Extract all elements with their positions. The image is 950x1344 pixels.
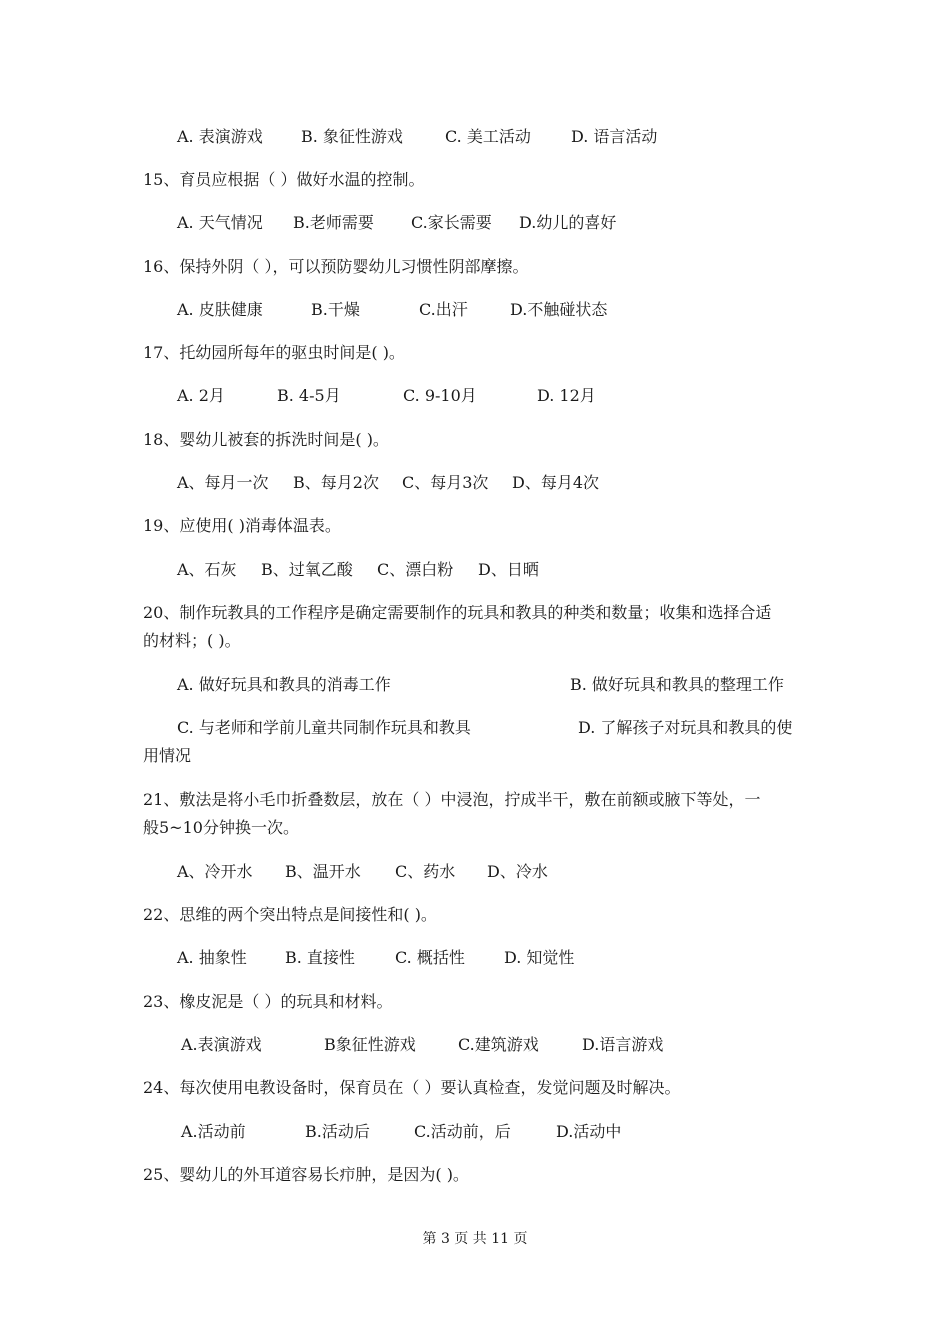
q16-option-b: B.干燥 — [311, 300, 360, 319]
q24-option-b: B.活动后 — [305, 1122, 370, 1141]
q17-option-a: A. 2月 — [177, 386, 225, 405]
q17-option-c: C. 9-10月 — [403, 386, 477, 405]
q22-stem: 22、思维的两个突出特点是间接性和( )。 — [143, 905, 437, 924]
q14-option-b: B. 象征性游戏 — [301, 127, 403, 146]
q22-option-c: C. 概括性 — [395, 948, 465, 967]
q23-option-d: D.语言游戏 — [582, 1035, 664, 1054]
q14-option-a: A. 表演游戏 — [177, 127, 263, 146]
q16-option-a: A. 皮肤健康 — [177, 300, 263, 319]
q20-option-d-continued: 用情况 — [143, 746, 192, 765]
q22-option-d: D. 知觉性 — [504, 948, 575, 967]
q22-option-b: B. 直接性 — [285, 948, 355, 967]
q20-option-d: D. 了解孩子对玩具和教具的使 — [578, 718, 793, 737]
q20-stem-line2: 的材料；( )。 — [143, 631, 241, 650]
q18-option-d: D、每月4次 — [512, 473, 600, 492]
q17-option-d: D. 12月 — [537, 386, 596, 405]
q21-option-d: D、冷水 — [487, 862, 548, 881]
q20-option-b: B. 做好玩具和教具的整理工作 — [570, 675, 784, 694]
q16-stem: 16、保持外阴（ ），可以预防婴幼儿习惯性阴部摩擦。 — [143, 257, 529, 276]
q21-option-b: B、温开水 — [285, 862, 361, 881]
q15-stem: 15、育员应根据（ ）做好水温的控制。 — [143, 170, 425, 189]
q17-option-b: B. 4-5月 — [277, 386, 341, 405]
q20-option-c: C. 与老师和学前儿童共同制作玩具和教具 — [177, 718, 471, 737]
q15-option-c: C.家长需要 — [411, 213, 492, 232]
q23-option-b: B象征性游戏 — [324, 1035, 416, 1054]
q14-option-d: D. 语言活动 — [571, 127, 658, 146]
q15-option-d: D.幼儿的喜好 — [519, 213, 617, 232]
q16-option-c: C.出汗 — [419, 300, 468, 319]
q15-option-b: B.老师需要 — [293, 213, 374, 232]
q20-stem-line1: 20、制作玩教具的工作程序是确定需要制作的玩具和教具的种类和数量；收集和选择合适 — [143, 603, 772, 622]
q21-stem-line1: 21、敷法是将小毛巾折叠数层，放在（ ）中浸泡，拧成半干，敷在前额或腋下等处，一 — [143, 790, 761, 809]
q19-stem: 19、应使用( )消毒体温表。 — [143, 516, 341, 535]
q24-option-a: A.活动前 — [181, 1122, 246, 1141]
q23-stem: 23、橡皮泥是（ ）的玩具和材料。 — [143, 992, 393, 1011]
q22-option-a: A. 抽象性 — [177, 948, 247, 967]
q24-option-c: C.活动前，后 — [414, 1122, 511, 1141]
q18-option-c: C、每月3次 — [402, 473, 489, 492]
q23-option-a: A.表演游戏 — [181, 1035, 262, 1054]
q21-option-c: C、药水 — [395, 862, 456, 881]
q19-option-c: C、漂白粉 — [377, 560, 454, 579]
q18-stem: 18、婴幼儿被套的拆洗时间是( )。 — [143, 430, 389, 449]
q14-option-c: C. 美工活动 — [445, 127, 531, 146]
page-footer: 第 3 页 共 11 页 — [422, 1231, 528, 1247]
q18-option-a: A、每月一次 — [177, 473, 269, 492]
q23-option-c: C.建筑游戏 — [458, 1035, 539, 1054]
q21-option-a: A、冷开水 — [177, 862, 253, 881]
q19-option-b: B、过氧乙酸 — [261, 560, 353, 579]
q17-stem: 17、托幼园所每年的驱虫时间是( )。 — [143, 343, 405, 362]
q18-option-b: B、每月2次 — [293, 473, 379, 492]
q25-stem: 25、婴幼儿的外耳道容易长疖肿，是因为( )。 — [143, 1165, 469, 1184]
q16-option-d: D.不触碰状态 — [510, 300, 608, 319]
q15-option-a: A. 天气情况 — [177, 213, 263, 232]
q24-option-d: D.活动中 — [556, 1122, 622, 1141]
q19-option-a: A、石灰 — [177, 560, 237, 579]
q20-option-a: A. 做好玩具和教具的消毒工作 — [177, 675, 391, 694]
q19-option-d: D、日晒 — [478, 560, 539, 579]
q24-stem: 24、每次使用电教设备时，保育员在（ ）要认真检查，发觉问题及时解决。 — [143, 1078, 681, 1097]
q21-stem-line2: 般5~10分钟换一次。 — [143, 818, 299, 837]
